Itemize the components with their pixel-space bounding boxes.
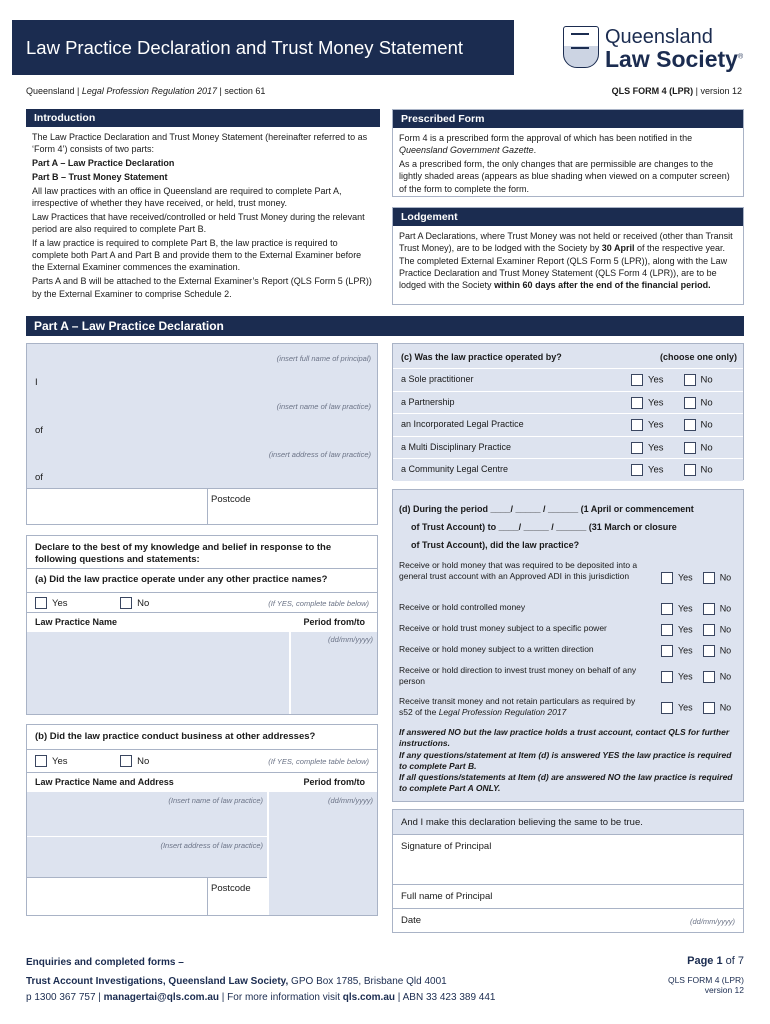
table-b-address-line[interactable]	[27, 877, 207, 915]
yes-label: Yes	[648, 419, 664, 431]
no-label: No	[700, 464, 713, 476]
lodgement-paragraph	[399, 230, 737, 291]
full-name-field[interactable]	[393, 884, 743, 908]
operator-label: a Community Legal Centre	[393, 459, 623, 481]
checkbox-icon[interactable]	[631, 464, 643, 476]
money-question-row	[393, 640, 743, 660]
question-a-no[interactable]	[120, 598, 149, 609]
no-label: No	[719, 624, 732, 635]
ref-suffix: | section 61	[217, 86, 266, 96]
checkbox-icon[interactable]	[661, 624, 673, 636]
yes-label: Yes	[678, 571, 693, 582]
money-no-option[interactable]	[703, 624, 732, 636]
yes-label: Yes	[678, 702, 693, 713]
operator-label: a Sole practitioner	[393, 369, 623, 391]
no-label: No	[719, 702, 732, 713]
label-of: of	[35, 425, 43, 436]
operator-yes-option[interactable]	[631, 419, 664, 431]
question-c-panel	[392, 343, 744, 480]
table-b-header	[27, 772, 377, 792]
label-of-address: of	[35, 472, 43, 483]
form-title: Law Practice Declaration and Trust Money Statement	[12, 20, 514, 75]
checkbox-icon[interactable]	[703, 702, 715, 714]
ref-regulation: Legal Profession Regulation 2017	[81, 86, 217, 96]
signature-field[interactable]	[393, 834, 743, 884]
gazette-name: Queensland Government Gazette	[399, 145, 534, 156]
legislation-reference	[26, 86, 265, 96]
page-number	[668, 955, 744, 967]
money-question-label: Receive or hold money that was required to be deposited into a general trust account with an Approved ADI in this jurisdiction	[393, 557, 655, 598]
money-yes-option[interactable]	[661, 572, 693, 584]
footer-more-info: | For more information visit	[219, 992, 343, 1003]
footer-email-link[interactable]: managertai@qls.com.au	[100, 992, 220, 1003]
transit-text: Receive transit money and not retain particulars as required by s52 of the	[399, 696, 636, 717]
operator-row	[393, 458, 743, 481]
yes-label: Yes	[678, 645, 693, 656]
col-practice-name-address: Law Practice Name and Address	[35, 777, 174, 787]
yes-label: Yes	[648, 442, 664, 454]
intro-paragraph: Law Practices that have received/controlled or held Trust Money during the relevant period are also required to complete Part B.	[32, 211, 365, 235]
date-field[interactable]	[393, 908, 743, 932]
question-d-line2: of Trust Account) to ____/ _____ / ______ (31 March or closure	[411, 522, 677, 532]
checkbox-icon[interactable]	[35, 755, 47, 767]
yes-label: Yes	[52, 597, 68, 609]
money-no-option[interactable]	[703, 702, 732, 714]
operator-no-option[interactable]	[684, 419, 713, 431]
checkbox-icon[interactable]	[661, 645, 673, 657]
yes-label: Yes	[678, 603, 693, 614]
question-b-panel	[26, 724, 378, 916]
money-yes-option[interactable]	[661, 624, 693, 636]
operator-row	[393, 391, 743, 414]
footer-form-code: QLS FORM 4 (LPR)	[667, 975, 744, 985]
principal-name-hint: (insert full name of principal)	[276, 354, 371, 363]
note-no-trust: If answered NO but the law practice holds a trust account, contact QLS for further instructions.	[399, 727, 730, 749]
money-question-row	[393, 598, 743, 618]
money-yes-no	[655, 557, 743, 598]
checkbox-icon[interactable]	[631, 374, 643, 386]
declare-statement: Declare to the best of my knowledge and belief in response to the following questions and statements:	[35, 542, 332, 565]
lp-name-hint: (Insert name of law practice)	[168, 796, 263, 805]
operator-row	[393, 413, 743, 436]
principal-details-panel	[26, 343, 378, 525]
checkbox-icon[interactable]	[684, 464, 696, 476]
operator-no-option[interactable]	[684, 464, 713, 476]
money-question-row	[393, 619, 743, 639]
operator-no-option[interactable]	[684, 442, 713, 454]
logo-law-society-text: Law Society	[605, 46, 738, 72]
no-label: No	[700, 374, 713, 386]
checkbox-icon[interactable]	[684, 419, 696, 431]
checkbox-icon[interactable]	[684, 397, 696, 409]
no-label: No	[700, 397, 713, 409]
prescribed-paragraph: As a prescribed form, the only changes that are permissible are changes to the lightly shaded areas (appears as blue shading when viewed on a computer screen) of the form to complete the form.	[399, 159, 730, 194]
money-yes-option[interactable]	[661, 645, 693, 657]
table-b-name-cell[interactable]	[27, 792, 267, 836]
no-label: No	[719, 603, 732, 614]
label-i: I	[35, 377, 38, 388]
footer-address: GPO Box 1785, Brisbane Qld 4001	[288, 976, 447, 987]
checkbox-icon[interactable]	[684, 442, 696, 454]
table-a-period-cell[interactable]	[291, 632, 377, 714]
table-b-postcode[interactable]	[207, 877, 267, 915]
operator-yes-option[interactable]	[631, 374, 664, 386]
footer-phone: p 1300 367 757 |	[26, 992, 101, 1003]
if-yes-hint: (If YES, complete table below)	[268, 757, 369, 766]
note-complete-b: If any questions/statement at Item (d) is answered YES the law practice is required to complete Part B.	[399, 749, 732, 771]
intro-paragraph: All law practices with an office in Queensland are required to complete Part A, irrespective of whether they have received, or held, trust money.	[32, 185, 342, 208]
page-current: Page 1	[687, 955, 723, 967]
date-label: Date	[401, 915, 422, 926]
question-d-line3: of Trust Account), did the law practice?	[411, 540, 580, 550]
checkbox-icon[interactable]	[631, 397, 643, 409]
money-no-option[interactable]	[703, 645, 732, 657]
intro-part-b: Part B – Trust Money Statement	[32, 171, 168, 182]
yes-label: Yes	[678, 671, 693, 682]
table-a-name-cell[interactable]	[27, 632, 289, 714]
money-yes-option[interactable]	[661, 603, 693, 615]
money-yes-no	[655, 599, 743, 619]
money-no-option[interactable]	[703, 572, 732, 584]
money-question-label: Receive or hold money subject to a written direction	[393, 641, 655, 661]
no-label: No	[719, 645, 732, 656]
prescribed-text: .	[533, 145, 537, 156]
footer-contact	[26, 955, 586, 1006]
introduction-body	[26, 127, 380, 305]
checkbox-icon[interactable]	[120, 597, 132, 609]
money-yes-option[interactable]	[661, 671, 693, 683]
practice-name-hint: (insert name of law practice)	[276, 402, 371, 411]
table-b-period-cell[interactable]	[269, 792, 377, 915]
principal-name-field[interactable]	[27, 344, 377, 392]
checkbox-icon[interactable]	[703, 603, 715, 615]
declaration-statement	[393, 810, 743, 834]
checkbox-icon[interactable]	[631, 442, 643, 454]
money-question-label: Receive or hold trust money subject to a specific power	[393, 620, 655, 640]
lodgement-text: Part A Declarations, where Trust Money was not held or received (other than Transit Trust Money), are to be lodged with the Society by	[399, 231, 733, 254]
page-total: of 7	[722, 955, 744, 967]
money-yes-no	[655, 662, 743, 692]
checkbox-icon[interactable]	[661, 572, 673, 584]
no-label: No	[137, 597, 150, 609]
note-complete-a-only: If all questions/statements at Item (d) are answered NO the law practice is required to complete Part A ONLY.	[399, 772, 733, 794]
intro-paragraph: The Law Practice Declaration and Trust Money Statement (hereinafter referred to as ‘Form 4’) consists of two parts:	[32, 132, 368, 155]
postcode-label: Postcode	[211, 494, 251, 505]
question-a: (a) Did the law practice operate under any other practice names?	[27, 568, 377, 591]
intro-paragraph: Parts A and B will be attached to the External Examiner’s Report (QLS Form 5 (LPR)) by the External Examiner to comprise Schedule 2.	[32, 276, 372, 299]
lodgement-deadline-60days: within 60 days after the end of the financial period.	[494, 280, 711, 291]
practice-name-field[interactable]	[27, 392, 377, 440]
lodgement-deadline: 30 April	[601, 243, 635, 254]
checkbox-icon[interactable]	[35, 597, 47, 609]
question-b: (b) Did the law practice conduct business at other addresses?	[35, 731, 316, 742]
choose-one-note: (choose one only)	[659, 352, 737, 362]
operator-label: an Incorporated Legal Practice	[393, 414, 623, 436]
checkbox-icon[interactable]	[684, 374, 696, 386]
money-question-row	[393, 556, 743, 597]
question-c: (c) Was the law practice operated by?	[401, 352, 562, 362]
signature-label: Signature of Principal	[401, 841, 492, 852]
money-question-label: Receive or hold direction to invest trust money on behalf of any person	[393, 662, 655, 692]
d-instructions	[399, 727, 735, 795]
prescribed-paragraph	[399, 132, 737, 157]
crest-icon	[563, 26, 599, 68]
form-code: QLS FORM 4 (LPR)	[611, 86, 694, 96]
question-a-yes[interactable]	[35, 598, 68, 609]
prescribed-text: Form 4 is a prescribed form the approval of which has been notified in the	[399, 133, 693, 143]
question-d-line1: (d) During the period ____/ _____ / ______ (1 April or commencement	[399, 504, 694, 514]
full-name-label: Full name of Principal	[401, 891, 493, 902]
footer-abn: | ABN 33 423 389 441	[395, 992, 496, 1003]
checkbox-icon[interactable]	[661, 603, 673, 615]
operator-yes-option[interactable]	[631, 464, 664, 476]
question-a-panel	[26, 535, 378, 715]
lodgement-text: of the respective year. The completed External Examiner Report (QLS Form 5 (LPR)), along with the Law Practice Declaration and Trust Money Statement (QLS Form 4 (LPR)), are to be lodged with the Society	[399, 243, 728, 291]
checkbox-icon[interactable]	[703, 572, 715, 584]
operator-no-option[interactable]	[684, 397, 713, 409]
date-hint: (dd/mm/yyyy)	[328, 796, 373, 805]
money-question-label: Receive or hold controlled money	[393, 599, 655, 619]
no-label: No	[719, 671, 732, 682]
money-question-row	[393, 661, 743, 691]
operator-yes-option[interactable]	[631, 397, 664, 409]
money-no-option[interactable]	[703, 603, 732, 615]
declaration-panel	[392, 809, 744, 933]
col-practice-name: Law Practice Name	[35, 617, 118, 627]
table-b-address-cell[interactable]	[27, 837, 267, 877]
operator-row	[393, 368, 743, 391]
no-label: No	[137, 755, 150, 767]
operator-yes-no	[623, 369, 743, 391]
footer-address-line	[26, 974, 586, 990]
prescribed-form-heading: Prescribed Form	[393, 110, 743, 128]
checkbox-icon[interactable]	[703, 671, 715, 683]
checkbox-icon[interactable]	[631, 419, 643, 431]
operator-yes-no	[623, 437, 743, 459]
money-yes-no	[655, 641, 743, 661]
if-yes-hint: (If YES, complete table below)	[268, 599, 369, 608]
transit-regulation: Legal Profession Regulation 2017	[438, 707, 567, 717]
declaration-text: And I make this declaration believing the same to be true.	[401, 817, 643, 828]
date-hint: (dd/mm/yyyy)	[690, 917, 735, 926]
lodgement-section	[392, 207, 744, 305]
operator-yes-option[interactable]	[631, 442, 664, 454]
footer-org: Trust Account Investigations, Queensland Law Society,	[26, 976, 289, 987]
postcode-field[interactable]	[207, 488, 377, 524]
question-b-yes[interactable]	[35, 756, 68, 767]
practice-address-hint: (insert address of law practice)	[268, 450, 371, 459]
yes-label: Yes	[648, 464, 664, 476]
checkbox-icon[interactable]	[661, 671, 673, 683]
yes-label: Yes	[648, 397, 664, 409]
footer-version: version 12	[704, 985, 744, 995]
yes-label: Yes	[678, 624, 693, 635]
checkbox-icon[interactable]	[703, 624, 715, 636]
yes-label: Yes	[648, 374, 664, 386]
intro-paragraph: If a law practice is required to complete Part B, the law practice is required to complete both Part A and Part B and provide them to the External Examiner before the External Examiner commences the examination.	[32, 237, 362, 273]
ref-prefix: Queensland |	[26, 86, 82, 96]
registered-mark: ®	[737, 53, 744, 61]
logo-law-society	[605, 46, 743, 73]
date-hint: (dd/mm/yyyy)	[328, 635, 373, 644]
introduction-section	[26, 109, 380, 305]
footer-website-link[interactable]: qls.com.au	[342, 992, 396, 1003]
operator-yes-no	[623, 459, 743, 481]
question-b-no[interactable]	[120, 756, 149, 767]
form-version: | version 12	[693, 86, 742, 96]
operator-no-option[interactable]	[684, 374, 713, 386]
checkbox-icon[interactable]	[120, 755, 132, 767]
col-period: Period from/to	[303, 617, 365, 627]
col-period: Period from/to	[303, 777, 365, 787]
question-d-panel	[392, 489, 744, 802]
operator-label: a Multi Disciplinary Practice	[393, 437, 623, 459]
footer-page-info	[668, 955, 744, 995]
lodgement-heading: Lodgement	[393, 208, 743, 226]
money-question-row	[393, 692, 743, 722]
checkbox-icon[interactable]	[703, 645, 715, 657]
table-a-header	[27, 612, 377, 632]
logo-queensland: Queensland	[605, 26, 713, 48]
qls-logo	[563, 24, 753, 74]
no-label: No	[700, 419, 713, 431]
operator-row	[393, 436, 743, 459]
no-label: No	[719, 571, 732, 582]
operator-label: a Partnership	[393, 392, 623, 414]
yes-label: Yes	[52, 755, 68, 767]
money-yes-option[interactable]	[661, 702, 693, 714]
part-a-heading: Part A – Law Practice Declaration	[26, 316, 744, 336]
practice-address-field[interactable]	[27, 440, 377, 488]
prescribed-form-section	[392, 109, 744, 197]
checkbox-icon[interactable]	[661, 702, 673, 714]
form-version-reference	[612, 86, 742, 96]
operator-yes-no	[623, 392, 743, 414]
intro-part-a: Part A – Law Practice Declaration	[32, 158, 175, 169]
introduction-heading: Introduction	[26, 109, 380, 127]
footer-enquiries: Enquiries and completed forms –	[26, 957, 184, 968]
question-a-answers	[27, 592, 377, 612]
money-yes-no	[655, 693, 743, 723]
operator-yes-no	[623, 414, 743, 436]
money-no-option[interactable]	[703, 671, 732, 683]
prescribed-form-body	[393, 128, 743, 200]
lodgement-body	[393, 226, 743, 297]
money-question-label	[393, 693, 655, 723]
lp-address-hint: (Insert address of law practice)	[160, 841, 263, 850]
postcode-label: Postcode	[211, 883, 251, 894]
no-label: No	[700, 442, 713, 454]
question-b-answers	[27, 749, 377, 771]
footer-contact-line	[26, 990, 586, 1006]
money-yes-no	[655, 620, 743, 640]
